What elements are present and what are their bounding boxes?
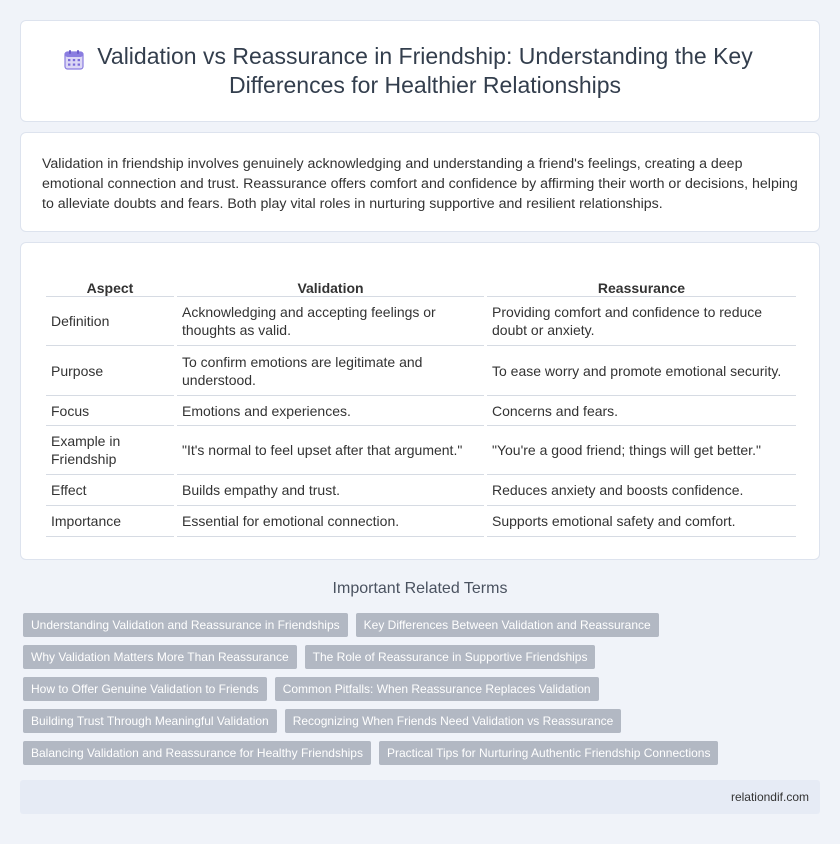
row-validation: Essential for emotional connection. xyxy=(177,506,484,537)
related-term-tag[interactable]: Common Pitfalls: When Reassurance Replaces Validation xyxy=(275,677,599,701)
table-row xyxy=(46,506,796,537)
row-validation: To confirm emotions are legitimate and understood. xyxy=(177,346,484,396)
row-reassurance: To ease worry and promote emotional security. xyxy=(487,346,796,396)
table-row xyxy=(46,426,796,475)
row-aspect: Example in Friendship xyxy=(46,426,174,475)
footer xyxy=(20,780,820,814)
related-term-tag[interactable]: Why Validation Matters More Than Reassurance xyxy=(23,645,297,669)
related-term-tag[interactable]: Recognizing When Friends Need Validation vs Reassurance xyxy=(285,709,622,733)
row-aspect: Focus xyxy=(46,396,174,426)
header-reassurance: Reassurance xyxy=(487,276,796,297)
related-term-tag[interactable]: Key Differences Between Validation and Reassurance xyxy=(356,613,659,637)
header-card xyxy=(20,20,820,122)
table-row xyxy=(46,475,796,506)
table-row xyxy=(46,297,796,346)
related-term-tag[interactable]: Building Trust Through Meaningful Validation xyxy=(23,709,277,733)
intro-card xyxy=(20,132,820,232)
footer-site-link[interactable]: relationdif.com xyxy=(730,790,809,804)
row-aspect: Definition xyxy=(46,297,174,346)
header-validation: Validation xyxy=(177,276,484,297)
row-validation: Acknowledging and accepting feelings or thoughts as valid. xyxy=(177,297,484,346)
related-term-tag[interactable]: The Role of Reassurance in Supportive Friendships xyxy=(305,645,596,669)
comparison-table-card xyxy=(20,242,820,560)
row-reassurance: Supports emotional safety and comfort. xyxy=(487,506,796,537)
table-header-row xyxy=(46,276,796,297)
related-term-tag[interactable]: Understanding Validation and Reassurance in Friendships xyxy=(23,613,348,637)
related-term-tag[interactable]: How to Offer Genuine Validation to Friends xyxy=(23,677,267,701)
row-aspect: Purpose xyxy=(46,346,174,396)
row-reassurance: Providing comfort and confidence to reduce doubt or anxiety. xyxy=(487,297,796,346)
table-row xyxy=(46,346,796,396)
header-aspect: Aspect xyxy=(46,276,174,297)
page-title: Validation vs Reassurance in Friendship: Understanding the Key Differences for Healthier Relationships xyxy=(97,43,753,98)
intro-paragraph: Validation in friendship involves genuinely acknowledging and understanding a friend's feelings, creating a deep emotional connection and trust. Reassurance offers comfort and confidence by affirming their worth or decisions, helping to alleviate doubts and fears. Both play vital roles in nurturing supportive and resilient relationships. xyxy=(42,156,798,212)
row-validation: Emotions and experiences. xyxy=(177,396,484,426)
row-reassurance: "You're a good friend; things will get better." xyxy=(487,426,796,475)
row-reassurance: Concerns and fears. xyxy=(487,396,796,426)
related-term-tag[interactable]: Practical Tips for Nurturing Authentic Friendship Connections xyxy=(379,741,719,765)
related-term-tag[interactable]: Balancing Validation and Reassurance for Healthy Friendships xyxy=(23,741,371,765)
related-terms-list xyxy=(23,613,813,773)
row-validation: Builds empathy and trust. xyxy=(177,475,484,506)
row-aspect: Effect xyxy=(46,475,174,506)
table-row xyxy=(46,396,796,426)
row-validation: "It's normal to feel upset after that argument." xyxy=(177,426,484,475)
row-aspect: Importance xyxy=(46,506,174,537)
row-reassurance: Reduces anxiety and boosts confidence. xyxy=(487,475,796,506)
comparison-table xyxy=(43,276,799,537)
related-terms-title: Important Related Terms xyxy=(332,580,508,597)
